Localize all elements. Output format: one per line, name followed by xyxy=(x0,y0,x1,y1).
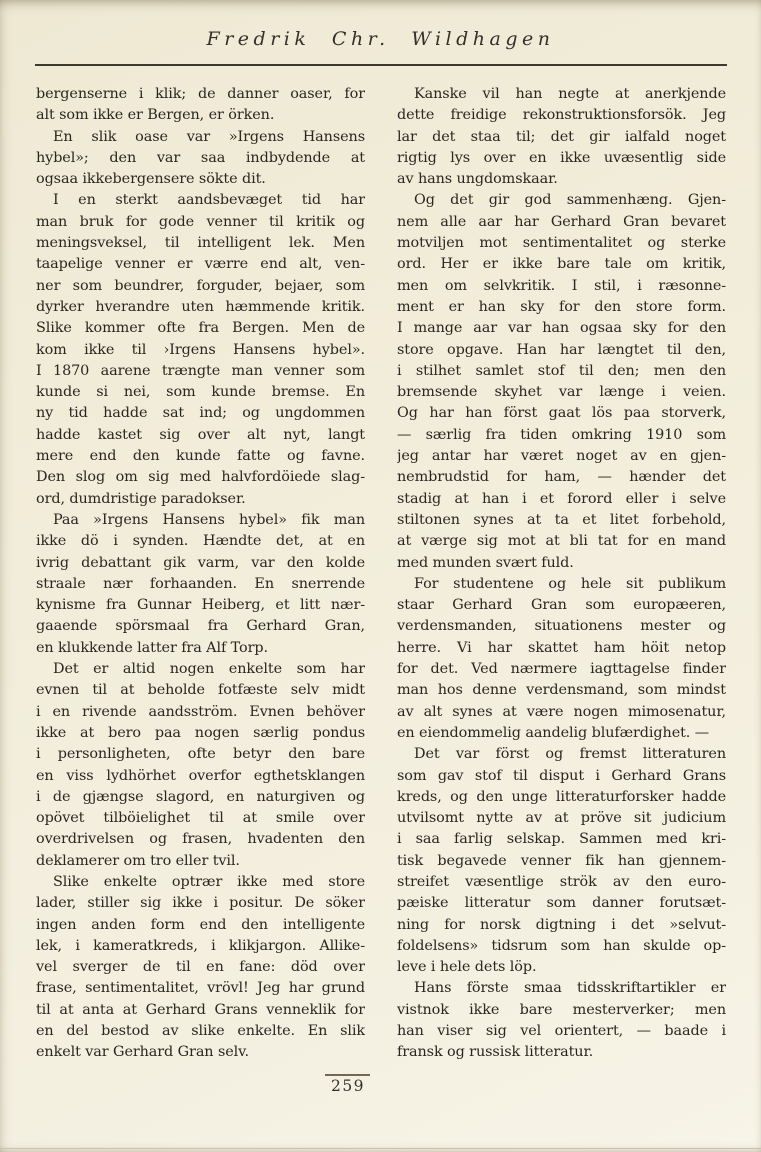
text-line: dyrker hverandre uten hæmmende kritik. xyxy=(36,298,365,315)
text-line: hadde kastet sig over alt nyt, langt xyxy=(36,426,365,443)
text-line: nem alle aar har Gerhard Gran bevaret xyxy=(397,213,726,230)
text-line: Det er altid nogen enkelte som har xyxy=(53,661,365,678)
text-line: i stilhet samlet stof til den; men den xyxy=(397,362,726,379)
text-line: kom ikke til ›Irgens Hansens hybel». xyxy=(36,341,365,358)
left-column xyxy=(36,84,365,1064)
text-line: deklamerer om tro eller tvil. xyxy=(36,852,240,869)
text-line: opövet tilböielighet til at smile over xyxy=(36,810,365,827)
text-line: av hans ungdomskaar. xyxy=(397,171,558,188)
page-number: 259 xyxy=(330,1077,366,1095)
text-line: ord, dumdristige paradokser. xyxy=(36,490,246,507)
text-line: bergenserne i klik; de danner oaser, for xyxy=(36,86,365,102)
text-line: jeg antar har været noget av en gjen- xyxy=(397,448,726,465)
text-line: Paa »Irgens Hansens hybel» fik man xyxy=(53,511,365,528)
text-line: dette freidige rekonstruktionsforsök. Jeg xyxy=(397,107,726,124)
text-line: han viser sig vel orientert, — baade i xyxy=(397,1023,726,1040)
text-line: I en sterkt aandsbevæget tid har xyxy=(53,192,365,209)
text-line: en del bestod av slike enkelte. En slik xyxy=(36,1023,365,1040)
text-line: gaaende spörsmaal fra Gerhard Gran, xyxy=(36,618,365,635)
text-line: nembrudstid for ham, — hænder det xyxy=(397,469,726,486)
text-line: Slike enkelte optrær ikke med store xyxy=(53,873,365,890)
text-line: meningsveksel, til intelligent lek. Men xyxy=(36,235,365,252)
page-bottom-edge xyxy=(0,1148,761,1149)
text-line: ment er han sky for den store form. xyxy=(397,298,726,315)
text-line: Det var först og fremst litteraturen xyxy=(414,746,726,763)
text-line: En slik oase var »Irgens Hansens xyxy=(53,128,365,145)
text-line: man bruk for gode venner til kritik og xyxy=(36,213,365,230)
text-line: hybel»; den var saa indbydende at xyxy=(36,149,365,166)
text-line: i saa farlig selskap. Sammen med kri- xyxy=(397,831,726,848)
page-number-rule xyxy=(325,1074,370,1076)
text-line: For studentene og hele sit publikum xyxy=(414,575,726,592)
text-line: for det. Ved nærmere iagttagelse finder xyxy=(397,661,726,678)
text-line: fransk og russisk litteratur. xyxy=(397,1044,594,1061)
text-line: at værge sig mot at bli tat for en mand xyxy=(397,533,726,550)
text-line: stadig at han i et forord eller i selve xyxy=(397,490,726,507)
header-rule xyxy=(35,64,727,66)
text-line: vistnok ikke bare mesterverker; men xyxy=(397,1001,726,1018)
text-line: i en rivende aandsström. Evnen behöver xyxy=(36,703,365,720)
text-line: vel sverger de til en fane: död over xyxy=(36,959,365,976)
text-line: rigtig lys over en ikke uvæsentlig side xyxy=(397,149,726,166)
text-line: med munden svært fuld. xyxy=(397,554,574,571)
text-line: alt som ikke er Bergen, er örken. xyxy=(36,107,275,124)
text-line: evnen til at beholde fotfæste selv midt xyxy=(36,682,365,699)
text-line: ikke dö i synden. Hændte det, at en xyxy=(36,533,365,550)
running-head-title: Fredrik Chr. Wildhagen xyxy=(206,28,555,50)
text-line: til at anta at Gerhard Grans venneklik for xyxy=(36,1001,365,1018)
text-line: ingen anden form end den intelligente xyxy=(36,916,365,933)
text-line: ogsaa ikkebergensere sökte dit. xyxy=(36,171,266,188)
text-block xyxy=(36,84,726,1064)
text-line: ivrig debattant gik varm, var den kolde xyxy=(36,554,365,571)
text-line: Kanske vil han negte at anerkjende xyxy=(414,86,726,102)
text-line: en eiendommelig aandelig blufærdighet. — xyxy=(397,724,710,741)
text-line: ning for norsk digtning i det »selvut- xyxy=(397,916,726,933)
text-line: en klukkende latter fra Alf Torp. xyxy=(36,639,268,656)
text-line: overdrivelsen og frasen, hvadenten den xyxy=(36,831,365,848)
text-line: som gav stof til disput i Gerhard Grans xyxy=(397,767,726,784)
text-line: Og det gir god sammenhæng. Gjen- xyxy=(414,192,726,209)
text-line: en viss lydhörhet overfor egthetsklangen xyxy=(36,767,365,784)
text-line: ikke at bero paa nogen særlig pondus xyxy=(36,724,365,741)
text-line: motviljen mot sentimentalitet og sterke xyxy=(397,235,726,252)
text-line: leve i hele dets löp. xyxy=(397,959,537,976)
text-line: men om selvkritik. I stil, i ræsonne- xyxy=(397,277,726,294)
text-line: stiltonen synes at ta et litet forbehold, xyxy=(397,511,726,528)
right-column xyxy=(397,84,726,1064)
text-line: av alt synes at være nogen mimosenatur, xyxy=(397,703,726,720)
text-line: Slike kommer ofte fra Bergen. Men de xyxy=(36,320,365,337)
text-line: I 1870 aarene trængte man venner som xyxy=(36,362,365,379)
text-line: staar Gerhard Gran som europæeren, xyxy=(397,597,726,614)
text-line: kynisme fra Gunnar Heiberg, et litt nær- xyxy=(36,597,365,614)
text-line: frase, sentimentalitet, vrövl! Jeg har grund xyxy=(36,980,365,997)
text-line: store opgave. Han har længtet til den, xyxy=(397,341,726,358)
text-line: i de gjængse slagord, en naturgiven og xyxy=(36,788,365,805)
text-line: i personligheten, ofte betyr den bare xyxy=(36,746,365,763)
text-line: ner som beundrer, forguder, bejaer, som xyxy=(36,277,365,294)
text-line: foldelsens» tidsrum som han skulde op- xyxy=(397,937,726,954)
text-line: man hos denne verdensmand, som mindst xyxy=(397,682,726,699)
text-line: — særlig fra tiden omkring 1910 som xyxy=(397,426,726,443)
text-line: taapelige venner er værre end alt, ven- xyxy=(36,256,365,273)
text-line: herre. Vi har skattet ham höit netop xyxy=(397,639,726,656)
text-line: ord. Her er ikke bare tale om kritik, xyxy=(397,256,726,273)
text-line: kunde si nei, som kunde bremse. En xyxy=(36,384,365,401)
text-line: tisk begavede venner fik han gjennem- xyxy=(397,852,726,869)
text-line: lek, i kameratkreds, i klikjargon. Allike- xyxy=(36,937,365,954)
text-line: mere end den kunde fatte og favne. xyxy=(36,448,365,465)
text-line: lader, stiller sig ikke i positur. De söker xyxy=(36,895,365,912)
text-line: Og har han först gaat lös paa storverk, xyxy=(397,405,726,422)
text-line: bremsende skyhet var længe i veien. xyxy=(397,384,726,401)
text-line: utvilsomt nytte av at pröve sit judicium xyxy=(397,810,726,827)
text-line: ny tid hadde sat ind; og ungdommen xyxy=(36,405,365,422)
text-line: streifet væsentlige strök av den euro- xyxy=(397,873,726,890)
text-line: verdensmanden, situationens mester og xyxy=(397,618,726,635)
text-line: I mange aar var han ogsaa sky for den xyxy=(397,320,726,337)
text-line: lar det staa til; det gir ialfald noget xyxy=(397,128,726,145)
text-line: straale nær forhaanden. En snerrende xyxy=(36,575,365,592)
text-line: Hans förste smaa tidsskriftartikler er xyxy=(414,980,726,997)
text-line: enkelt var Gerhard Gran selv. xyxy=(36,1044,249,1061)
text-line: Den slog om sig med halvfordöiede slag- xyxy=(36,469,365,486)
text-line: kreds, og den unge litteraturforsker hadde xyxy=(397,788,726,805)
text-line: pæiske litteratur som danner forutsæt- xyxy=(397,895,726,912)
